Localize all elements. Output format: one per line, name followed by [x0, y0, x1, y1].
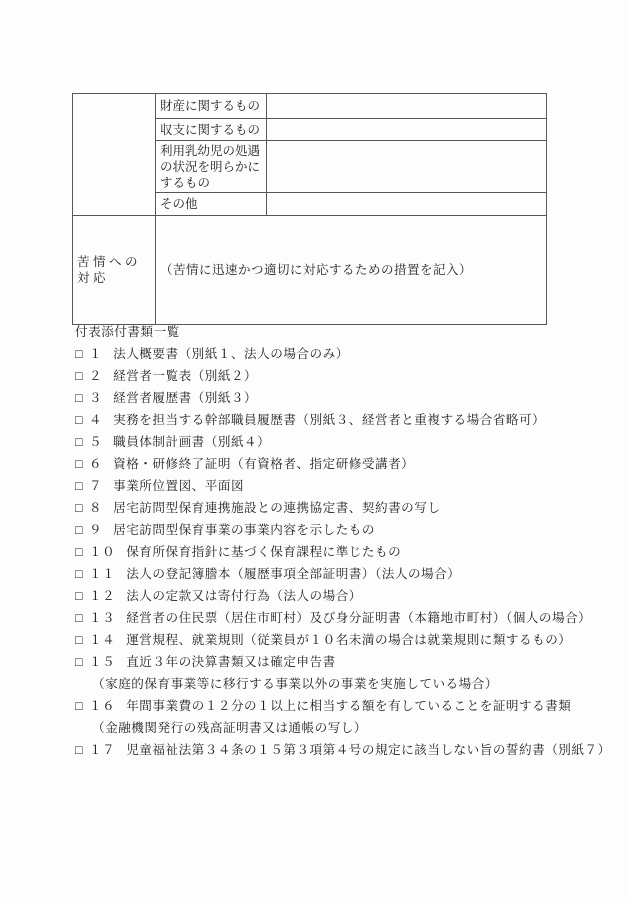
checkbox-icon: □	[75, 633, 84, 647]
attachment-item-16	[75, 695, 611, 717]
attachment-item-11	[75, 563, 611, 585]
checkbox-icon: □	[75, 369, 84, 383]
table-row	[73, 94, 547, 119]
checkbox-icon: □	[75, 567, 84, 581]
attachment-text: 経営者一覧表（別紙２）	[113, 369, 258, 383]
detail-label-treatment: 利用乳幼児の処遇の状況を明らかにするもの	[156, 141, 267, 193]
attachment-number: １７	[89, 743, 116, 757]
attachment-text: 資格・研修終了証明（有資格者、指定研修受講者）	[113, 457, 415, 471]
attachment-number: １２	[89, 589, 116, 603]
attachment-number: １６	[89, 699, 116, 713]
attachment-text: 実務を担当する幹部職員履歴書（別紙３、経営者と重複する場合省略可）	[113, 413, 546, 427]
table-row-complaint	[73, 216, 547, 325]
attachment-number: ２	[89, 369, 103, 383]
attachment-text: 児童福祉法第３４条の１５第３項第４号の規定に該当しない旨の誓約書（別紙７）	[126, 743, 611, 757]
attachment-number: １	[89, 347, 103, 361]
attachment-text: 法人の定款又は寄付行為（法人の場合）	[126, 589, 362, 603]
attachment-item-9	[75, 519, 611, 541]
attachment-text: 運営規程、就業規則（従業員が１０名未満の場合は就業規則に類するもの）	[126, 633, 572, 647]
attachment-text: 経営者履歴書（別紙３）	[113, 391, 258, 405]
detail-label-other: その他	[156, 193, 267, 216]
checklist-heading: 付表添付書類一覧	[75, 325, 180, 339]
attachment-note-text: （家庭的保育事業等に移行する事業以外の事業を実施している場合）	[92, 677, 498, 691]
attachment-item-5	[75, 431, 611, 453]
attachment-number: ８	[89, 501, 103, 515]
attachment-text: 居宅訪問型保育事業の事業内容を示したもの	[113, 523, 375, 537]
attachment-text: 居宅訪問型保育連携施設との連携協定書、契約書の写し	[113, 501, 441, 515]
attachment-item-12	[75, 585, 611, 607]
attachment-text: 事業所位置図、平面図	[113, 479, 245, 493]
attachment-text: 法人の登記簿謄本（履歴事項全部証明書）（法人の場合）	[126, 567, 461, 581]
attachment-item-3	[75, 387, 611, 409]
attachment-item-6	[75, 453, 611, 475]
attachment-item-2	[75, 365, 611, 387]
attachment-number: １０	[89, 545, 116, 559]
detail-label-income: 収支に関するもの	[156, 119, 267, 141]
checkbox-icon: □	[75, 655, 84, 669]
attachment-item-4	[75, 409, 611, 431]
attachment-item-8	[75, 497, 611, 519]
checkbox-icon: □	[75, 479, 84, 493]
attachment-text: 法人概要書（別紙１、法人の場合のみ）	[113, 347, 349, 361]
detail-label-property: 財産に関するもの	[156, 94, 267, 119]
attachment-number: １３	[89, 611, 116, 625]
checkbox-icon: □	[75, 699, 84, 713]
checkbox-icon: □	[75, 589, 84, 603]
attachment-number: １５	[89, 655, 116, 669]
attachment-item-10	[75, 541, 611, 563]
detail-value-treatment	[267, 141, 547, 193]
attachment-text: 年間事業費の１２分の１以上に相当する額を有していることを証明する書類	[126, 699, 572, 713]
attachment-number: ５	[89, 435, 103, 449]
attachment-item-17	[75, 739, 611, 761]
checkbox-icon: □	[75, 611, 84, 625]
attachment-item-15-note	[75, 673, 611, 695]
attachment-note-text: （金融機関発行の残高証明書又は通帳の写し）	[92, 721, 367, 735]
detail-value-property	[267, 94, 547, 119]
checkbox-icon: □	[75, 743, 84, 757]
attachment-checklist	[75, 321, 611, 761]
detail-value-other	[267, 193, 547, 216]
complaint-note-cell: （苦情に迅速かつ適切に対応するための措置を記入）	[156, 216, 547, 325]
checkbox-icon: □	[75, 347, 84, 361]
attachment-item-1	[75, 343, 611, 365]
checkbox-icon: □	[75, 413, 84, 427]
checkbox-icon: □	[75, 501, 84, 515]
attachment-item-16-note	[75, 717, 611, 739]
attachment-number: ９	[89, 523, 103, 537]
attachment-number: ４	[89, 413, 103, 427]
attachment-text: 経営者の住民票（居住市町村）及び身分証明書（本籍地市町村）（個人の場合）	[126, 611, 592, 625]
attachment-number: ３	[89, 391, 103, 405]
checkbox-icon: □	[75, 545, 84, 559]
attachment-text: 直近３年の決算書類又は確定申告書	[126, 655, 336, 669]
attachment-item-14	[75, 629, 611, 651]
attachment-number: ７	[89, 479, 103, 493]
checkbox-icon: □	[75, 435, 84, 449]
attachment-number: ６	[89, 457, 103, 471]
left-spacer-cell	[73, 94, 156, 216]
attachment-item-13	[75, 607, 611, 629]
attachment-number: １４	[89, 633, 116, 647]
checkbox-icon: □	[75, 391, 84, 405]
attachment-text: 保育所保育指針に基づく保育課程に準じたもの	[126, 545, 402, 559]
attachment-number: １１	[89, 567, 116, 581]
checkbox-icon: □	[75, 457, 84, 471]
form-detail-table	[72, 93, 547, 325]
attachment-item-15	[75, 651, 611, 673]
attachment-item-7	[75, 475, 611, 497]
complaint-label-cell: 苦情への対応	[73, 216, 156, 325]
checkbox-icon: □	[75, 523, 84, 537]
detail-value-income	[267, 119, 547, 141]
attachment-text: 職員体制計画書（別紙４）	[113, 435, 271, 449]
